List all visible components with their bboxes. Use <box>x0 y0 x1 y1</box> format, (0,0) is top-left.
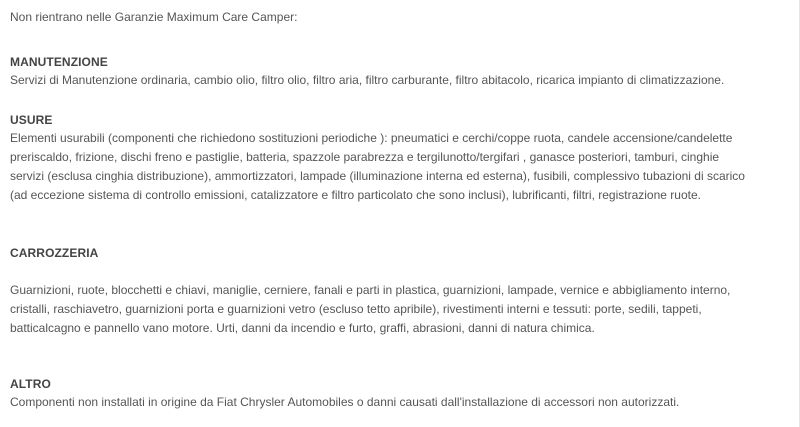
section-altro <box>10 376 785 412</box>
body-line: servizi (esclusa cinghia distribuzione), ammortizzatori, lampade (illuminazione interna ed esterna), fusibili, complessivo tubazioni di scarico <box>10 169 745 183</box>
intro-text: Non rientrano nelle Garanzie Maximum Care Camper: <box>10 10 298 24</box>
section-body-manutenzione <box>10 71 785 90</box>
section-body-altro <box>10 393 785 412</box>
body-line: (ad eccezione sistema di controllo emissioni, catalizzatore e filtro particolato che sono inclusi), lubrificanti, filtri, registrazione ruote. <box>10 188 701 202</box>
section-title-altro: ALTRO <box>10 377 51 391</box>
section-title-usure: USURE <box>10 113 53 127</box>
section-body-usure <box>10 129 785 205</box>
section-title-carrozzeria: CARROZZERIA <box>10 246 99 260</box>
body-line: batticalcagno e pannello vano motore. Urti, danni da incendio e furto, graffi, abrasioni, danni di natura chimica. <box>10 321 595 335</box>
section-body-carrozzeria <box>10 281 785 338</box>
body-line: Componenti non installati in origine da Fiat Chrysler Automobiles o danni causati dall'installazione di accessori non autorizzati. <box>10 395 680 409</box>
body-line: cristalli, raschiavetro, guarnizioni porta e guarnizioni vetro (escluso tetto apribile), rivestimenti interni e tessuti: porte, sedili, tappeti, <box>10 302 702 316</box>
section-usure <box>10 112 785 205</box>
body-line: Servizi di Manutenzione ordinaria, cambio olio, filtro olio, filtro aria, filtro carburante, filtro abitacolo, ricarica impianto di climatizzazione. <box>10 73 725 87</box>
body-line: Elementi usurabili (componenti che richiedono sostituzioni periodiche ): pneumatici e cerchi/coppe ruota, candele accensione/candelette <box>10 131 733 145</box>
body-line: Guarnizioni, ruote, blocchetti e chiavi, maniglie, cerniere, fanali e parti in plastica, guarnizioni, lampade, vernice e abbigliamento interno, <box>10 283 731 297</box>
section-carrozzeria <box>10 245 785 338</box>
section-title-manutenzione: MANUTENZIONE <box>10 55 108 69</box>
body-line: preriscaldo, frizione, dischi freno e pastiglie, batteria, spazzole parabrezza e tergilunotto/tergifari , ganasce posteriori, tamburi, cinghie <box>10 150 720 164</box>
section-manutenzione <box>10 54 785 90</box>
warranty-exclusions-document <box>10 8 785 409</box>
